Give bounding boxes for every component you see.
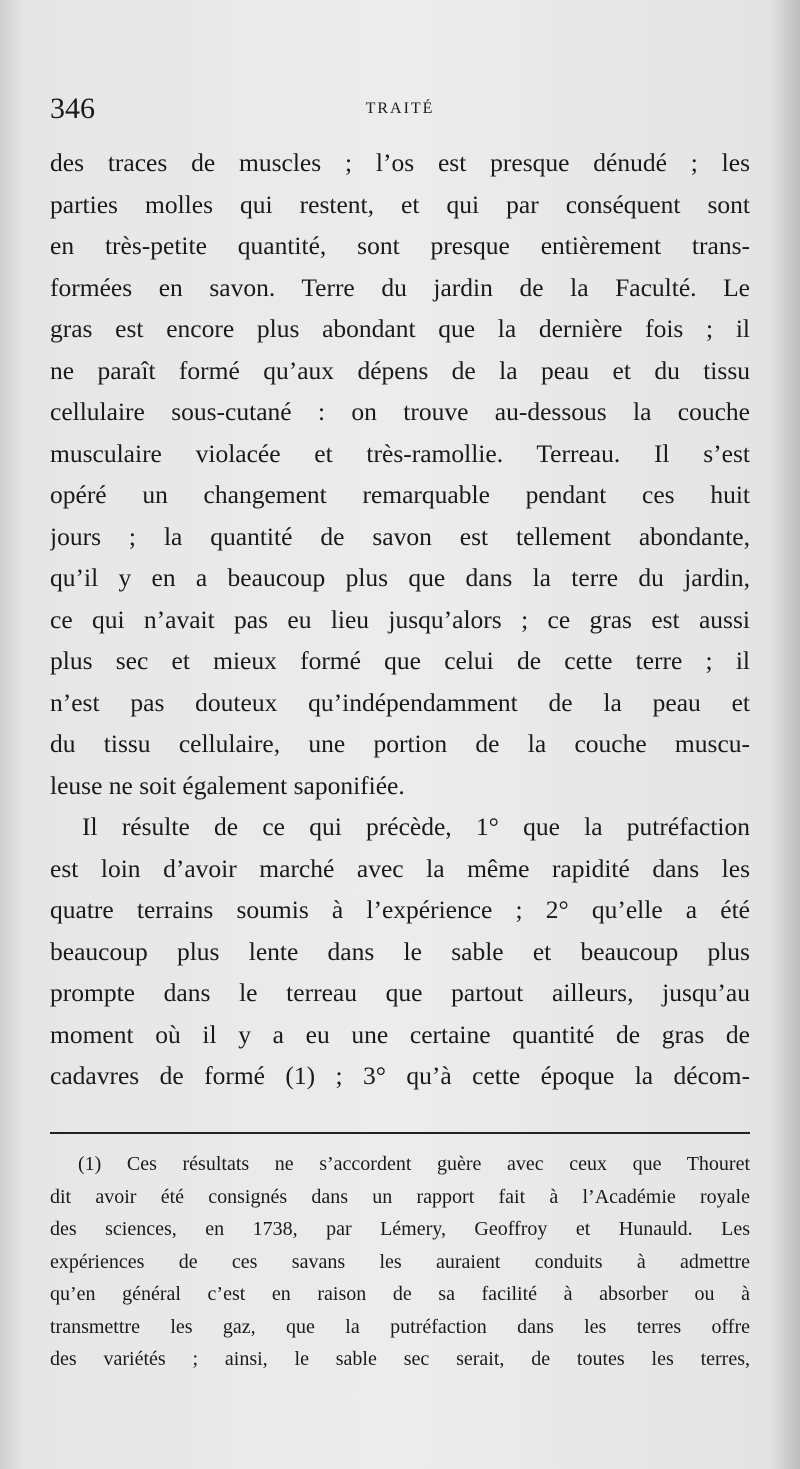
body-line: parties molles qui restent, et qui par conséquent sont <box>50 189 750 219</box>
body-line: prompte dans le terreau que partout ailleurs, jusqu’au <box>50 978 750 1007</box>
body-line: Il résulte de ce qui précède, 1° que la putréfaction <box>82 812 750 841</box>
footnote-line: des sciences, en 1738, par Lémery, Geoffroy et Hunauld. Les <box>50 1218 750 1240</box>
body-line: est loin d’avoir marché avec la même rapidité dans les <box>50 853 750 883</box>
body-line: beaucoup plus lente dans le sable et beaucoup plus <box>50 936 750 966</box>
body-line: moment où il y a eu une certaine quantité de gras de <box>50 1019 750 1049</box>
body-line: ne paraît formé qu’aux dépens de la peau et du tissu <box>50 355 750 385</box>
footnote-line: transmettre les gaz, que la putréfaction dans les terres offre <box>50 1315 750 1338</box>
body-line: leuse ne soit également saponifiée. <box>50 770 405 800</box>
body-line: plus sec et mieux formé que celui de cette terre ; il <box>50 646 750 675</box>
body-line: musculaire violacée et très-ramollie. Terreau. Il s’est <box>50 438 750 468</box>
footnote <box>50 1148 750 1376</box>
footnote-line: qu’en général c’est en raison de sa facilité à absorber ou à <box>50 1283 750 1305</box>
body-text <box>50 142 750 1097</box>
body-line: n’est pas douteux qu’indépendamment de la peau et <box>50 687 750 717</box>
body-line: cellulaire sous-cutané : on trouve au-dessous la couche <box>50 397 750 426</box>
footnote-rule <box>50 1132 750 1134</box>
body-line: jours ; la quantité de savon est tellement abondante, <box>50 521 750 551</box>
running-head <box>50 92 750 132</box>
body-line: cadavres de formé (1) ; 3° qu’à cette époque la décom- <box>50 1061 750 1090</box>
body-line: du tissu cellulaire, une portion de la couche muscu- <box>50 729 750 758</box>
footnote-line: des variétés ; ainsi, le sable sec serait, de toutes les terres, <box>50 1348 750 1370</box>
body-line: quatre terrains soumis à l’expérience ; 2° qu’elle a été <box>50 895 750 924</box>
footnote-line: expériences de ces savans les auraient conduits à admettre <box>50 1250 750 1273</box>
footnote-line: dit avoir été consignés dans un rapport fait à l’Académie royale <box>50 1185 750 1208</box>
body-line: des traces de muscles ; l’os est presque dénudé ; les <box>50 148 750 177</box>
body-line: en très-petite quantité, sont presque entièrement trans- <box>50 231 750 260</box>
body-line: ce qui n’avait pas eu lieu jusqu’alors ; ce gras est aussi <box>50 604 750 634</box>
body-line: formées en savon. Terre du jardin de la Faculté. Le <box>50 272 750 302</box>
page-number: 346 <box>50 92 95 125</box>
body-line: qu’il y en a beaucoup plus que dans la terre du jardin, <box>50 563 750 592</box>
footnote-line: (1) Ces résultats ne s’accordent guère avec ceux que Thouret <box>78 1153 750 1175</box>
body-line: gras est encore plus abondant que la dernière fois ; il <box>50 314 750 343</box>
body-line: opéré un changement remarquable pendant ces huit <box>50 480 750 509</box>
running-title: TRAITÉ <box>365 100 435 117</box>
